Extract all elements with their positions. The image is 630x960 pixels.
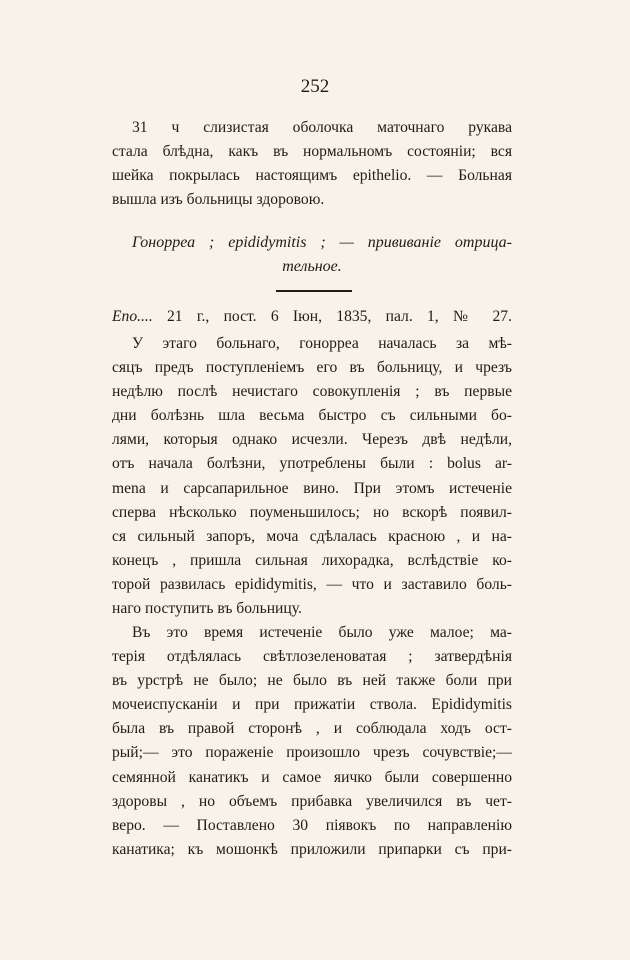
text-line: отъ начала болѣзни, употреблены были : bolus ar-	[112, 455, 512, 473]
case-header	[112, 305, 512, 329]
text-line: здоровы , но объемъ прибавка увеличился въ чет-	[112, 792, 512, 810]
text-line: mena и сарсапарильное вино. При этомъ истеченіе	[112, 479, 512, 497]
text-line: семянной канатикъ и самое яичко были совершенно	[112, 768, 512, 786]
text-line: У этаго больнаго, гонорреа началась за мѣ-	[132, 335, 512, 352]
paragraph-2	[112, 332, 512, 621]
text-line: въ урстрѣ не было; не было въ ней также боли при	[112, 672, 512, 690]
text-line: конецъ , пришла сильная лихорадка, вслѣдствіе ко-	[112, 551, 512, 569]
text-line: шейка покрылась настоящимъ epithelio. — Больная	[112, 167, 512, 185]
page-number: 252	[300, 76, 330, 97]
section-heading	[112, 231, 512, 279]
paragraph-3	[112, 621, 512, 862]
text-line: стала блѣдна, какъ въ нормальномъ состояніи; вся	[112, 143, 512, 161]
text-line: дни болѣзнь шла весьма быстро съ сильными бо-	[112, 407, 512, 425]
heading-line: Гонорреа ; epididymitis ; — прививаніе отрица-	[132, 234, 512, 251]
text-line: Въ это время истеченіе было уже малое; ма-	[132, 624, 512, 641]
text-line: сяцъ предъ поступленіемъ его въ больницу, и чрезъ	[112, 359, 512, 377]
text-line: мочеиспусканіи и при прижатіи ствола. Epididymitis	[112, 696, 512, 714]
text-line: наго поступить въ больницу.	[112, 600, 302, 618]
text-line: сперва нѣсколько поуменьшилось; но вскорѣ появил-	[112, 503, 512, 521]
text-line: терія отдѣлялась свѣтлозеленоватая ; затвердѣнія	[112, 648, 512, 666]
paragraph-1	[112, 116, 512, 212]
text-line: недѣлю послѣ нечистаго совокупленія ; въ первые	[112, 383, 512, 401]
text-line: 31 ч слизистая оболочка маточнаго рукава	[132, 119, 512, 136]
case-details: 21 г., пост. 6 Іюн, 1835, пал. 1, № 27.	[167, 308, 512, 325]
text-line: ся сильный запоръ, моча сдѣлалась красною , и на-	[112, 527, 512, 545]
patient-name: Епо....	[112, 308, 153, 325]
text-line: торой развилась epididymitis, — что и заставило боль-	[112, 575, 512, 593]
text-line: веро. — Поставлено 30 піявокъ по направленію	[112, 816, 512, 834]
heading-line: тельное.	[282, 258, 342, 276]
text-line: была въ правой сторонѣ , и соблюдала ходъ ост-	[112, 720, 512, 738]
text-line: канатика; къ мошонкѣ приложили припарки съ при-	[112, 840, 512, 858]
text-line: лями, которыя однако исчезли. Черезъ двѣ недѣли,	[112, 431, 512, 449]
text-line: рый;— это пораженіе произошло чрезъ сочувствіе;—	[112, 744, 512, 762]
section-divider	[276, 290, 352, 292]
text-line: вышла изъ больницы здоровою.	[112, 191, 325, 209]
